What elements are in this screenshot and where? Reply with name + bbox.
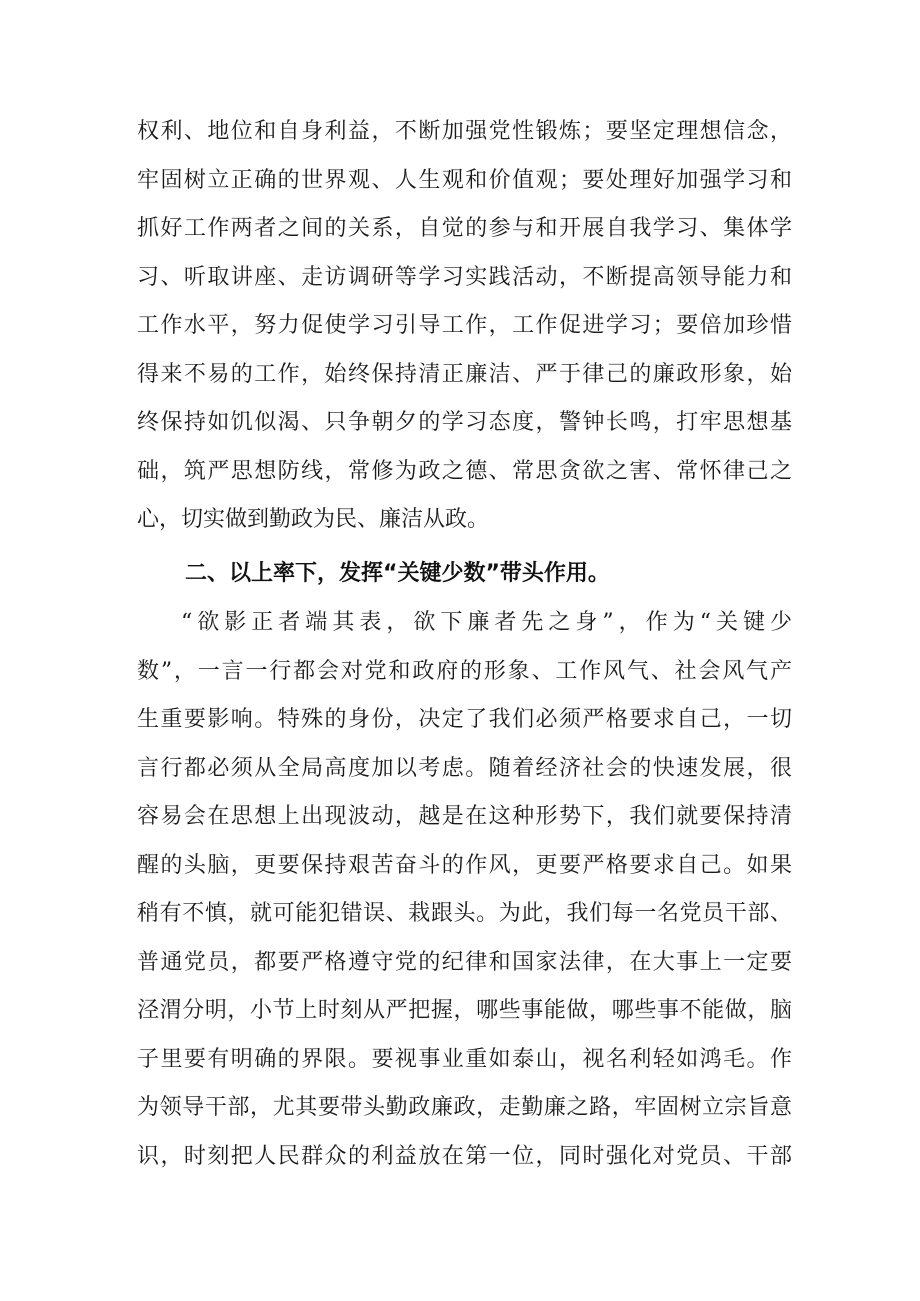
paragraph-line: 子里要有明确的界限。要视事业重如泰山，视名利轻如鸿毛。作 [137,1046,792,1072]
paragraph-line: 识，时刻把人民群众的利益放在第一位，同时强化对党员、干部 [137,1143,792,1169]
paragraph-line: 泾渭分明，小节上时刻从严把握，哪些事能做，哪些事不能做，脑 [137,998,792,1023]
paragraph-last-line: 心，切实做到勤政为民、廉洁从政。 [137,507,490,532]
paragraph-line: 数”，一言一行都会对党和政府的形象、工作风气、社会风气产 [137,658,792,684]
paragraph-line: 权利、地位和自身利益，不断加强党性锻炼；要坚定理想信念， [137,119,792,144]
paragraph-line: 言行都必须从全局高度加以考虑。随着经济社会的快速发展，很 [137,755,792,781]
paragraph-line: 得来不易的工作，始终保持清正廉洁、严于律己的廉政形象，始 [137,361,792,387]
section-two-paragraph [137,599,792,1181]
paragraph-line: 稍有不慎，就可能犯错误、栽跟头。为此，我们每一名党员干部、 [137,901,792,926]
paragraph-line: 生重要影响。特殊的身份，决定了我们必须严格要求自己，一切 [137,707,792,732]
paragraph-line: 础，筑严思想防线，常修为政之德、常思贪欲之害、常怀律己之 [137,458,792,484]
paragraph-line: 普通党员，都要严格遵守党的纪律和国家法律，在大事上一定要 [137,949,792,975]
paragraph-line: 为领导干部，尤其要带头勤政廉政，走勤廉之路，牢固树立宗旨意 [137,1095,792,1120]
paragraph-line: 醒的头脑，更要保持艰苦奋斗的作风，更要严格要求自己。如果 [137,852,792,878]
paragraph-line: 抓好工作两者之间的关系，自觉的参与和开展自我学习、集体学 [137,216,792,241]
section-two-heading: 二、以上率下，发挥“关键少数”带头作用。 [185,561,610,586]
paragraph-line: 容易会在思想上出现波动，越是在这种形势下，我们就要保持清 [137,804,792,829]
paragraph-line: 终保持如饥似渴、只争朝夕的学习态度，警钟长鸣，打牢思想基 [137,410,792,435]
paragraph-line: 牢固树立正确的世界观、人生观和价值观；要处理好加强学习和 [137,167,792,193]
paragraph-first-line: “欲影正者端其表，欲下廉者先之身”，作为“关键少 [181,610,792,635]
paragraph-line: 习、听取讲座、走访调研等学习实践活动，不断提高领导能力和 [137,264,792,290]
section-one-paragraph-tail [137,108,792,545]
paragraph-line: 工作水平，努力促使学习引导工作，工作促进学习；要倍加珍惜 [137,313,792,338]
